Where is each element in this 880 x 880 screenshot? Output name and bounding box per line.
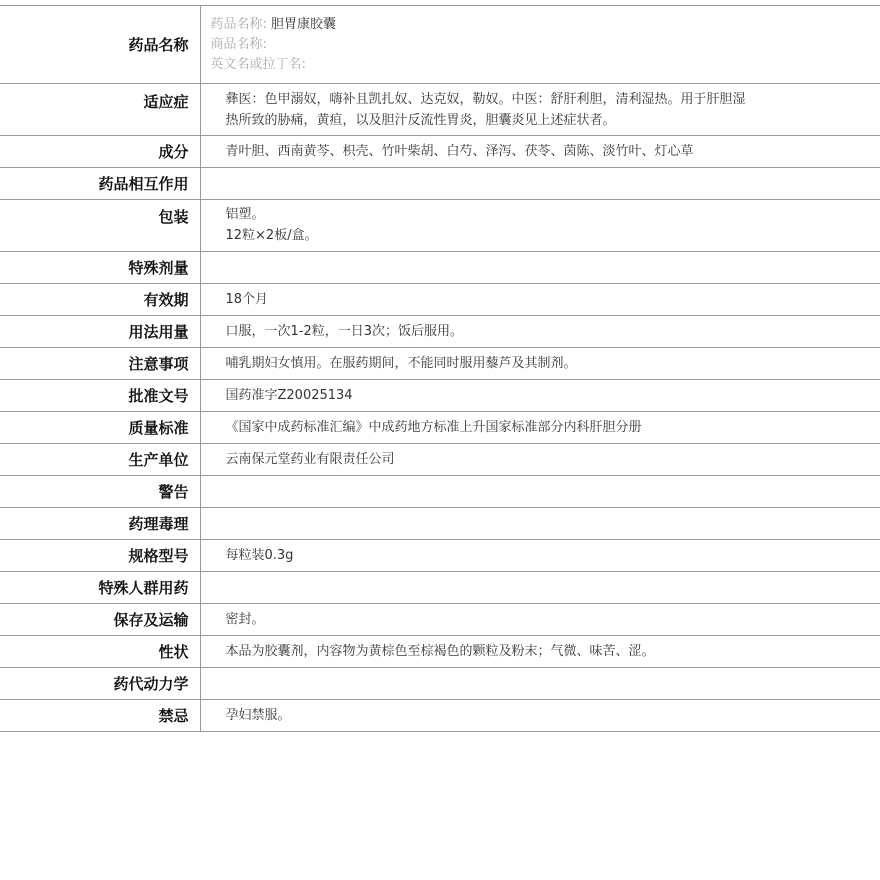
value-manufacturer: 云南保元堂药业有限责任公司 — [200, 444, 880, 476]
value-contraindications: 孕妇禁服。 — [200, 700, 880, 732]
label-manufacturer: 生产单位 — [0, 444, 200, 476]
row-warning — [0, 476, 880, 508]
label-special-dosage: 特殊剂量 — [0, 252, 200, 284]
row-approval — [0, 380, 880, 412]
label-precautions: 注意事项 — [0, 348, 200, 380]
value-pharmacokinetics — [200, 668, 880, 700]
row-expiry — [0, 284, 880, 316]
generic-name-line — [211, 15, 880, 35]
label-indication: 适应症 — [0, 84, 200, 136]
label-packaging: 包装 — [0, 200, 200, 252]
row-precautions — [0, 348, 880, 380]
generic-name-label: 药品名称: — [210, 16, 267, 32]
trade-name-label: 商品名称: — [210, 36, 267, 52]
packaging-line-1: 铝塑。 — [225, 207, 265, 222]
row-interactions — [0, 168, 880, 200]
row-contraindications — [0, 700, 880, 732]
value-storage: 密封。 — [200, 604, 880, 636]
value-description: 本品为胶囊剂，内容物为黄棕色至棕褐色的颗粒及粉末；气微、味苦、涩。 — [200, 636, 880, 668]
value-special-population — [200, 572, 880, 604]
row-storage — [0, 604, 880, 636]
value-packaging — [200, 200, 880, 252]
trade-name-line — [211, 35, 880, 55]
value-ingredients: 青叶胆、西南黄芩、枳壳、竹叶柴胡、白芍、泽泻、茯苓、茵陈、淡竹叶、灯心草 — [200, 136, 880, 168]
value-interactions — [200, 168, 880, 200]
row-usage — [0, 316, 880, 348]
label-storage: 保存及运输 — [0, 604, 200, 636]
label-special-population: 特殊人群用药 — [0, 572, 200, 604]
value-standard: 《国家中成药标准汇编》中成药地方标准上升国家标准部分内科肝胆分册 — [200, 412, 880, 444]
value-warning — [200, 476, 880, 508]
row-pharmacokinetics — [0, 668, 880, 700]
row-special-population — [0, 572, 880, 604]
label-pharmacology: 药理毒理 — [0, 508, 200, 540]
drug-info-table — [0, 5, 880, 732]
row-description — [0, 636, 880, 668]
english-name-line — [211, 55, 880, 75]
value-drug-name — [200, 6, 880, 84]
row-standard — [0, 412, 880, 444]
row-ingredients — [0, 136, 880, 168]
indication-line-1: 彝医：色甲溺奴，嗨补且凯扎奴、达克奴，勒奴。中医：舒肝利胆，清利湿热。用于肝胆湿 — [225, 92, 746, 107]
generic-name-value: 胆胃康胶囊 — [271, 16, 337, 32]
row-packaging — [0, 200, 880, 252]
indication-line-2: 热所致的胁痛，黄疸，以及胆汁反流性胃炎，胆囊炎见上述症状者。 — [225, 113, 616, 128]
value-usage: 口服，一次1-2粒，一日3次；饭后服用。 — [200, 316, 880, 348]
label-specification: 规格型号 — [0, 540, 200, 572]
value-precautions: 哺乳期妇女慎用。在服药期间，不能同时服用藜芦及其制剂。 — [200, 348, 880, 380]
packaging-line-2: 12粒×2板/盒。 — [225, 228, 318, 243]
label-standard: 质量标准 — [0, 412, 200, 444]
row-drug-name — [0, 6, 880, 84]
row-special-dosage — [0, 252, 880, 284]
value-specification: 每粒装0.3g — [200, 540, 880, 572]
label-approval: 批准文号 — [0, 380, 200, 412]
value-expiry: 18个月 — [200, 284, 880, 316]
label-interactions: 药品相互作用 — [0, 168, 200, 200]
value-approval: 国药准字Z20025134 — [200, 380, 880, 412]
label-pharmacokinetics: 药代动力学 — [0, 668, 200, 700]
label-description: 性状 — [0, 636, 200, 668]
row-indication — [0, 84, 880, 136]
label-ingredients: 成分 — [0, 136, 200, 168]
label-drug-name: 药品名称 — [0, 6, 200, 84]
label-contraindications: 禁忌 — [0, 700, 200, 732]
label-usage: 用法用量 — [0, 316, 200, 348]
row-pharmacology — [0, 508, 880, 540]
label-warning: 警告 — [0, 476, 200, 508]
row-specification — [0, 540, 880, 572]
value-indication — [200, 84, 880, 136]
value-special-dosage — [200, 252, 880, 284]
value-pharmacology — [200, 508, 880, 540]
english-name-label: 英文名或拉丁名: — [210, 56, 306, 72]
row-manufacturer — [0, 444, 880, 476]
label-expiry: 有效期 — [0, 284, 200, 316]
